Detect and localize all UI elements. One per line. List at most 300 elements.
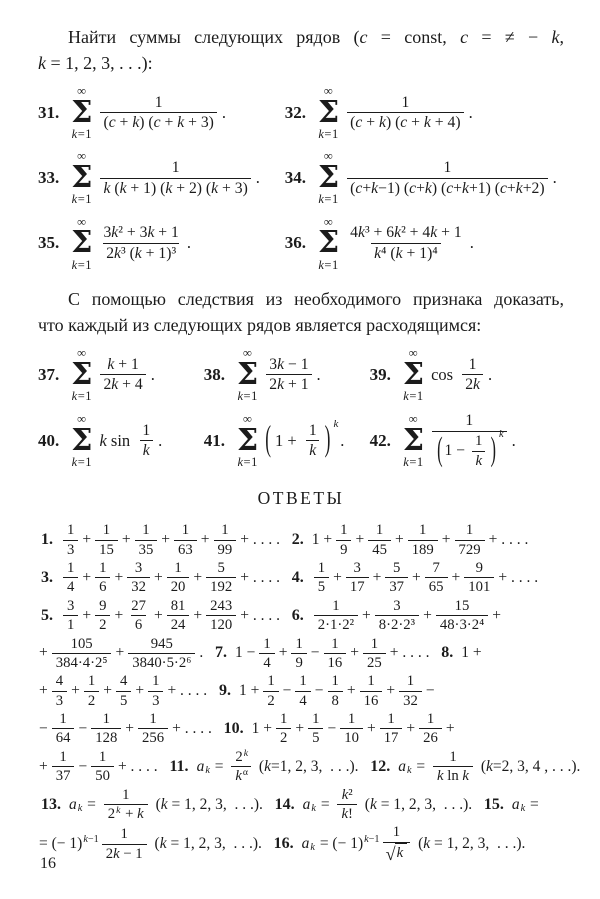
denominator	[314, 615, 358, 634]
sum-lower-limit: k=1	[318, 257, 339, 272]
math-text: 4	[67, 579, 75, 596]
summation-sigma	[318, 215, 339, 272]
math-text: k	[235, 768, 242, 785]
sigma-glyph: Σ	[237, 356, 259, 392]
math-text: (k = 1, 2, 3, . . .).	[151, 795, 271, 813]
sum-lower-limit: k=1	[71, 127, 93, 142]
math-text: 1	[308, 421, 317, 439]
fraction	[100, 223, 181, 263]
answers-line	[38, 597, 564, 635]
sigma-glyph: Σ	[71, 356, 93, 392]
close-paren-icon: )	[490, 428, 496, 468]
denominator	[425, 577, 448, 596]
answer-number: 1.	[41, 531, 53, 549]
answers-line	[38, 748, 581, 786]
denominator	[308, 728, 323, 747]
numerator	[95, 597, 110, 615]
math-text: a	[398, 757, 406, 775]
denominator	[63, 577, 78, 596]
math-text: 1	[426, 711, 435, 728]
math-text: 1	[401, 93, 410, 111]
math-text: 1	[152, 673, 160, 690]
fraction	[91, 710, 121, 748]
math-text: k	[142, 442, 150, 460]
math-text: a	[511, 795, 520, 813]
sum-lower-limit: k=1	[237, 389, 258, 403]
math-text: +	[350, 644, 360, 662]
problem-42	[370, 411, 518, 470]
math-text: 105	[70, 635, 93, 652]
math-text: 189	[411, 541, 434, 558]
answers-line	[38, 521, 564, 559]
math-text: (c + k) (c + k + 3)	[103, 114, 214, 132]
denominator	[433, 766, 473, 785]
math-text: 1	[392, 824, 401, 841]
summation-sigma	[403, 346, 424, 403]
math-text: 1	[263, 635, 271, 652]
sum-lower-limit: k=1	[237, 455, 258, 470]
math-text: .	[316, 364, 321, 384]
math-text: +	[445, 719, 455, 737]
numerator	[52, 672, 67, 690]
math-text: .	[487, 364, 493, 384]
math-text: 64	[55, 730, 71, 747]
math-text: 5	[217, 559, 225, 576]
answer-number: 11.	[169, 757, 189, 775]
problem-number: 38.	[203, 364, 226, 384]
numerator	[338, 786, 357, 804]
fraction	[276, 710, 291, 748]
numerator	[327, 635, 342, 653]
sigma-glyph: Σ	[237, 422, 259, 458]
numerator	[152, 93, 166, 113]
fraction	[385, 559, 408, 597]
math-text: 1	[122, 786, 130, 803]
denominator	[347, 112, 463, 133]
denominator	[371, 243, 441, 264]
paren-content	[445, 432, 489, 470]
math-text: k!	[341, 806, 353, 823]
fraction	[462, 355, 483, 395]
math-text: k (k + 1) (k + 2) (k + 3)	[103, 179, 248, 197]
problems-row	[38, 411, 564, 470]
math-text: + . . . .	[240, 568, 288, 586]
math-text: =	[210, 757, 228, 775]
math-text: 1	[299, 673, 307, 690]
denominator	[295, 691, 310, 710]
sum-lower-limit: k=1	[403, 455, 424, 470]
fraction	[127, 597, 150, 635]
fraction	[138, 710, 168, 748]
fraction	[383, 823, 411, 865]
math-text: (k=1, 2, 3, . . .).	[255, 757, 367, 775]
problem-35	[38, 215, 285, 272]
math-text: 1	[120, 826, 128, 843]
subscript: k	[311, 802, 316, 814]
summation-sigma	[237, 346, 258, 403]
math-text: +	[114, 606, 124, 624]
sum-lower-limit: k=1	[71, 389, 93, 403]
math-text: 15	[99, 541, 114, 558]
denominator	[464, 577, 494, 596]
math-text: 32	[131, 579, 146, 596]
answers-line	[38, 559, 564, 597]
subscript: k	[77, 802, 83, 814]
problem-number: 39.	[369, 364, 391, 384]
math-text: 3k² + 3k + 1	[103, 224, 179, 242]
problem-number: 35.	[38, 233, 60, 253]
numerator	[367, 635, 382, 653]
math-text: 3k − 1	[269, 355, 309, 373]
numerator	[295, 672, 310, 690]
fraction	[363, 635, 386, 673]
denominator	[314, 577, 329, 596]
math-text: 1	[142, 522, 150, 539]
math-text: (k = 1, 2, 3, . . .).	[360, 795, 480, 813]
math-text: 6	[134, 617, 143, 634]
math-text: k + 1	[107, 355, 139, 373]
math-text: + . . . .	[389, 644, 438, 662]
summation-sigma	[71, 215, 92, 272]
fraction	[336, 521, 351, 559]
math-text: k sin	[99, 430, 135, 450]
sigma-glyph: Σ	[71, 159, 93, 195]
summation-sigma	[318, 84, 339, 141]
answer-number: 8.	[441, 644, 454, 662]
answer-number: 12.	[370, 757, 391, 775]
denominator	[167, 615, 190, 634]
fraction	[148, 672, 163, 710]
math-text: =	[83, 795, 100, 813]
math-text: −	[39, 719, 48, 737]
math-text: = (− 1)	[39, 835, 83, 853]
denominator	[347, 178, 547, 199]
numerator	[306, 421, 320, 441]
math-text: +	[394, 531, 404, 549]
divergence-line-1	[38, 286, 564, 312]
math-text: 2	[87, 692, 96, 709]
fraction	[340, 710, 363, 748]
denominator	[140, 440, 153, 461]
numerator	[145, 710, 160, 728]
math-text: 120	[210, 617, 233, 634]
denominator	[52, 766, 75, 785]
fraction	[337, 786, 356, 824]
numerator	[389, 823, 404, 841]
math-text: 3	[134, 559, 143, 576]
denominator	[135, 540, 158, 559]
fraction	[95, 521, 118, 559]
numerator	[116, 672, 131, 690]
math-text: a	[196, 757, 205, 775]
denominator	[100, 178, 250, 199]
denominator	[63, 540, 78, 559]
intro-line-2	[38, 50, 564, 76]
answer-number: 14.	[274, 795, 295, 813]
problem-38	[204, 346, 370, 403]
numerator	[84, 672, 99, 690]
math-text: a	[302, 795, 311, 813]
math-text: 1	[317, 559, 326, 576]
math-text: =	[316, 795, 334, 813]
fraction	[263, 672, 278, 710]
fraction	[167, 597, 190, 635]
math-text: +	[153, 568, 163, 586]
denominator	[95, 540, 118, 559]
math-text: 32	[403, 692, 418, 709]
fraction	[52, 748, 75, 786]
math-text: .	[511, 430, 516, 450]
numerator	[95, 748, 110, 766]
summation-sigma	[237, 412, 258, 469]
denominator	[436, 615, 488, 634]
math-text: 2	[99, 617, 107, 634]
fraction	[231, 748, 251, 786]
math-text: 99	[217, 541, 233, 558]
math-text: +	[161, 531, 171, 549]
math-text: 1	[174, 559, 182, 576]
denominator	[360, 691, 383, 710]
math-text: −	[314, 682, 324, 700]
answers-line	[38, 823, 564, 865]
math-text: (c+k−1) (c+k) (c+k+1) (c+k+2)	[350, 179, 545, 197]
math-text: 1	[149, 711, 157, 728]
fraction	[308, 710, 323, 748]
numerator	[472, 432, 485, 451]
math-text: 6	[99, 579, 107, 596]
denominator	[167, 577, 190, 596]
denominator	[408, 540, 438, 559]
math-text: +	[200, 531, 210, 549]
summation-sigma	[71, 84, 92, 141]
numerator	[138, 521, 153, 539]
math-text: k	[475, 452, 483, 469]
sum-upper-limit: ∞	[77, 84, 87, 99]
sum-lower-limit: k=1	[71, 455, 93, 470]
math-text: 1	[154, 93, 163, 111]
fraction	[104, 786, 148, 824]
fraction	[432, 411, 507, 470]
superscript: k	[116, 805, 121, 817]
math-text: −	[78, 757, 88, 775]
math-text: 20	[170, 579, 186, 596]
math-text: 1	[367, 673, 375, 690]
math-text: 8	[331, 692, 339, 709]
sum-upper-limit: ∞	[77, 214, 87, 229]
math-text: 1 +	[251, 719, 272, 737]
math-text: +	[82, 606, 92, 624]
math-text: 9	[475, 559, 483, 576]
math-text: 1	[59, 748, 67, 765]
answer-number: 15.	[483, 795, 504, 813]
denominator	[291, 653, 306, 672]
denominator	[103, 243, 179, 264]
numerator	[63, 597, 78, 615]
denominator	[63, 615, 78, 634]
fraction	[314, 597, 358, 635]
numerator	[344, 710, 359, 728]
problem-33	[38, 149, 285, 206]
math-text: 15	[454, 597, 470, 614]
math-text: +	[103, 682, 112, 700]
numerator	[231, 748, 251, 766]
parenthesized-group	[435, 428, 504, 470]
math-text: 10	[344, 730, 359, 747]
math-text: +	[135, 682, 145, 700]
math-text: 1	[387, 711, 395, 728]
numerator	[350, 559, 365, 577]
math-text: +	[333, 568, 342, 586]
numerator	[214, 559, 229, 577]
math-text: 1	[295, 635, 303, 652]
math-text: +	[115, 644, 125, 662]
sum-upper-limit: ∞	[77, 412, 87, 427]
math-text: .	[221, 102, 227, 122]
denominator	[328, 691, 343, 710]
sum-lower-limit: k=1	[71, 257, 93, 272]
math-text: 1 +	[238, 682, 260, 700]
math-text: 1	[102, 522, 111, 539]
summation-sigma	[71, 346, 92, 403]
sum-upper-limit: ∞	[323, 149, 334, 164]
close-paren-icon: )	[324, 419, 331, 459]
problems-31-36	[38, 84, 564, 272]
sum-upper-limit: ∞	[77, 346, 87, 361]
numerator	[466, 355, 480, 375]
denominator	[337, 804, 356, 823]
fraction	[84, 672, 99, 710]
math-text: −	[78, 719, 88, 737]
fraction	[436, 597, 488, 635]
numerator	[147, 635, 177, 653]
math-text: +	[386, 682, 396, 700]
math-text: 1	[312, 711, 320, 728]
math-text: 256	[142, 730, 165, 747]
sigma-glyph: Σ	[402, 422, 425, 458]
answer-number: 3.	[41, 568, 53, 586]
parenthesized-group	[263, 417, 339, 461]
math-text: +	[193, 606, 203, 624]
fraction	[214, 521, 237, 559]
math-text: 384·4·2⁵	[55, 654, 108, 671]
fraction	[472, 432, 485, 470]
intro-line-1	[38, 24, 564, 50]
denominator	[306, 440, 319, 461]
numerator	[139, 421, 153, 441]
math-text: 1	[142, 421, 151, 439]
denominator	[127, 577, 150, 596]
denominator	[276, 728, 291, 747]
denominator	[340, 728, 363, 747]
math-text: + . . . .	[172, 719, 220, 737]
math-text: 1	[331, 673, 339, 690]
math-text: +	[125, 719, 135, 737]
math-text: 3	[353, 559, 361, 576]
problem-37	[38, 346, 204, 403]
math-text: 1 +	[461, 644, 482, 662]
math-text: 5	[317, 579, 326, 596]
math-text: 243	[210, 597, 233, 614]
math-text: +	[153, 606, 163, 624]
sigma-glyph: Σ	[317, 225, 340, 261]
math-text: 1	[332, 597, 340, 614]
numerator	[328, 672, 343, 690]
problem-40	[38, 412, 204, 469]
denominator	[462, 374, 483, 395]
numerator	[445, 748, 460, 766]
numerator	[67, 635, 97, 653]
denominator	[104, 804, 148, 823]
answers-line	[38, 710, 564, 748]
denominator	[174, 540, 197, 559]
math-text: 1	[375, 522, 384, 539]
fraction	[295, 672, 310, 710]
math-text: +	[406, 719, 416, 737]
fraction	[116, 672, 131, 710]
problem-39	[370, 346, 495, 403]
math-text: 1 −	[444, 442, 470, 460]
square-root	[386, 843, 408, 862]
math-text: 7	[432, 559, 440, 576]
math-text: k²	[341, 786, 353, 803]
denominator	[375, 615, 419, 634]
math-text: 5	[119, 692, 128, 709]
radicand: k	[395, 843, 408, 862]
math-text: + . . . .	[240, 531, 288, 549]
math-text: 2	[107, 806, 116, 823]
math-text: .	[469, 233, 474, 253]
math-text: 4	[263, 654, 271, 671]
math-text: 9	[340, 541, 348, 558]
numerator	[276, 710, 291, 728]
sum-lower-limit: k=1	[71, 192, 93, 207]
fraction	[347, 223, 465, 263]
numerator	[99, 521, 114, 539]
math-text: 1	[443, 158, 452, 176]
math-text: +	[362, 606, 371, 624]
denominator	[383, 842, 411, 865]
group-exponent: k	[333, 417, 339, 430]
math-text: cos	[431, 364, 458, 384]
sigma-glyph: Σ	[71, 94, 93, 130]
problem-number: 31.	[38, 102, 60, 122]
math-text: −	[425, 682, 435, 700]
math-text: 1	[468, 355, 477, 373]
denominator	[380, 728, 403, 747]
fraction	[95, 597, 110, 635]
math-text: k = 1, 2, 3, . . .):	[38, 53, 153, 74]
denominator	[206, 577, 236, 596]
fraction	[399, 672, 422, 710]
math-text: 1	[87, 673, 96, 690]
math-text: 1	[181, 522, 190, 539]
math-text: 3	[67, 597, 75, 614]
math-text: 16	[363, 692, 379, 709]
math-text: 1	[67, 617, 75, 634]
sigma-glyph: Σ	[317, 159, 340, 195]
numerator	[336, 521, 351, 539]
numerator	[217, 521, 232, 539]
numerator	[100, 223, 181, 243]
math-text: 1	[370, 635, 379, 652]
math-text: 5	[392, 559, 401, 576]
fraction	[455, 521, 485, 559]
math-text: 2·1·2²	[317, 617, 355, 634]
sum-upper-limit: ∞	[323, 84, 334, 99]
fraction	[63, 559, 78, 597]
answer-number: 5.	[41, 606, 53, 624]
denominator	[263, 691, 278, 710]
